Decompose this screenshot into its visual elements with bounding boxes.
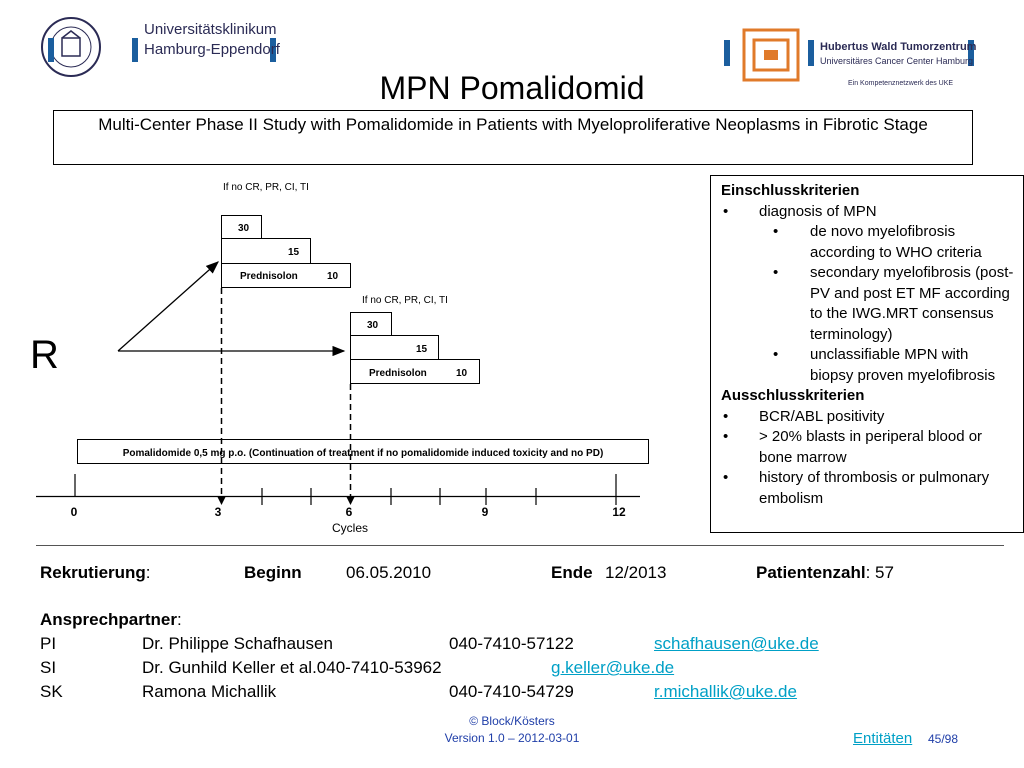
begin-value: 06.05.2010: [346, 563, 432, 582]
patients-label: Patientenzahl: [756, 563, 866, 582]
arm1-prednisolon: Prednisolon: [240, 271, 298, 282]
contact-role-pi: PI: [40, 634, 57, 653]
uke-logo-line1: Universitätsklinikum: [144, 21, 277, 38]
contact-name-si: Dr. Gunhild Keller et al.040-7410-53962: [142, 658, 442, 677]
inclusion-item: • diagnosis of MPN: [721, 202, 1015, 223]
arm1-arrow: [118, 262, 218, 351]
study-subtitle-box: [53, 110, 973, 165]
contact-email-pi[interactable]: schafhausen@uke.de: [654, 634, 819, 653]
pomalidomide-bar-label: Pomalidomide 0,5 mg p.o. (Continuation of treatment if no pomalidomide induced toxicity and no PD): [122, 448, 604, 459]
footer-credits: [412, 713, 612, 747]
arm1-dose-30: 30: [238, 223, 250, 234]
axis-tick-3: 3: [214, 505, 222, 519]
contact-phone-pi: 040-7410-57122: [449, 634, 574, 653]
footer-version: Version 1.0 – 2012-03-01: [444, 731, 580, 745]
footer-copyright: © Block/Kösters: [469, 714, 555, 728]
inclusion-subitem: • de novo myelofibrosis according to WHO criteria: [721, 222, 1015, 263]
patients-count: [756, 561, 894, 585]
contact-email-si[interactable]: g.keller@uke.de: [551, 658, 675, 677]
contact-email-sk[interactable]: r.michallik@uke.de: [654, 682, 797, 701]
exclusion-item: • BCR/ABL positivity: [721, 407, 1015, 428]
hw-logo-line2: Universitäres Cancer Center Hamburg: [820, 56, 974, 66]
arm1-dose-10: 10: [327, 271, 339, 282]
hw-logo-text: [820, 40, 976, 68]
hw-logo-bar-left: [724, 40, 730, 66]
inclusion-subitem: • unclassifiable MPN with biopsy proven myelofibrosis: [721, 345, 1015, 386]
hw-logo-line1: Hubertus Wald Tumorzentrum: [820, 41, 977, 53]
end-value: 12/2013: [605, 563, 667, 582]
criteria-box: [710, 175, 1024, 533]
arm2-guide-arrowhead: [346, 496, 355, 505]
hw-logo-tagline: Ein Kompetenznetzwerk des UKE: [848, 80, 954, 87]
recruitment-label-text: Rekrutierung: [40, 563, 146, 582]
arm1-guide-arrowhead: [217, 496, 226, 505]
study-subtitle: Multi-Center Phase II Study with Pomalidomide in Patients with Myeloproliferative Neoplasms in Fibrotic Stage: [98, 115, 928, 134]
contacts-heading: [40, 608, 182, 632]
section-divider: [36, 545, 1004, 546]
exclusion-item: • history of thrombosis or pulmonary embolism: [721, 468, 1015, 509]
inclusion-heading: Einschlusskriterien: [721, 182, 860, 199]
recruitment-label: [40, 561, 151, 585]
contacts-heading-text: Ansprechpartner: [40, 610, 177, 629]
exclusion-item: • > 20% blasts in periperal blood or bone marrow: [721, 427, 1015, 468]
arm2-note: If no CR, PR, CI, TI: [362, 295, 448, 306]
uke-logo-text: [144, 20, 280, 60]
uke-logo-line2: Hamburg-Eppendorf: [144, 41, 280, 58]
recruitment-colon: :: [145, 563, 151, 582]
entitaeten-nav-link[interactable]: Entitäten: [853, 730, 913, 747]
arm1-dose-15: 15: [288, 247, 300, 258]
end-label: Ende: [551, 563, 593, 582]
arm2-prednisolon: Prednisolon: [369, 368, 427, 379]
contact-phone-sk: 040-7410-54729: [449, 682, 574, 701]
axis-label: Cycles: [331, 521, 369, 535]
contacts-colon: :: [176, 610, 182, 629]
exclusion-heading: Ausschlusskriterien: [721, 387, 865, 404]
axis-tick-0: 0: [70, 505, 78, 519]
inclusion-subitem: • secondary myelofibrosis (post-PV and post ET MF according to the IWG.MRT consensus terminology): [721, 263, 1015, 345]
contact-name-pi: Dr. Philippe Schafhausen: [142, 634, 333, 653]
randomization-label: R: [30, 333, 59, 377]
slide-title: MPN Pomalidomid: [379, 70, 645, 106]
begin-label: Beginn: [244, 563, 302, 582]
axis-tick-12: 12: [612, 505, 626, 519]
arm2-dose-10: 10: [456, 368, 468, 379]
logo-bar-mid: [132, 38, 138, 62]
contact-role-sk: SK: [40, 682, 63, 701]
patients-value: : 57: [865, 563, 894, 582]
hw-logo-bar-mid: [808, 40, 814, 66]
page-number: 45/98: [928, 732, 959, 746]
axis-tick-9: 9: [481, 505, 489, 519]
arm2-dose-15: 15: [416, 344, 428, 355]
arm1-note: If no CR, PR, CI, TI: [223, 182, 309, 193]
contact-name-sk: Ramona Michallik: [142, 682, 277, 701]
contact-role-si: SI: [40, 658, 57, 677]
axis-tick-marks: [75, 474, 616, 505]
study-design-diagram: [0, 170, 700, 540]
logo-bar-left: [48, 38, 54, 62]
arm2-dose-30: 30: [367, 320, 379, 331]
axis-tick-6: 6: [345, 505, 353, 519]
